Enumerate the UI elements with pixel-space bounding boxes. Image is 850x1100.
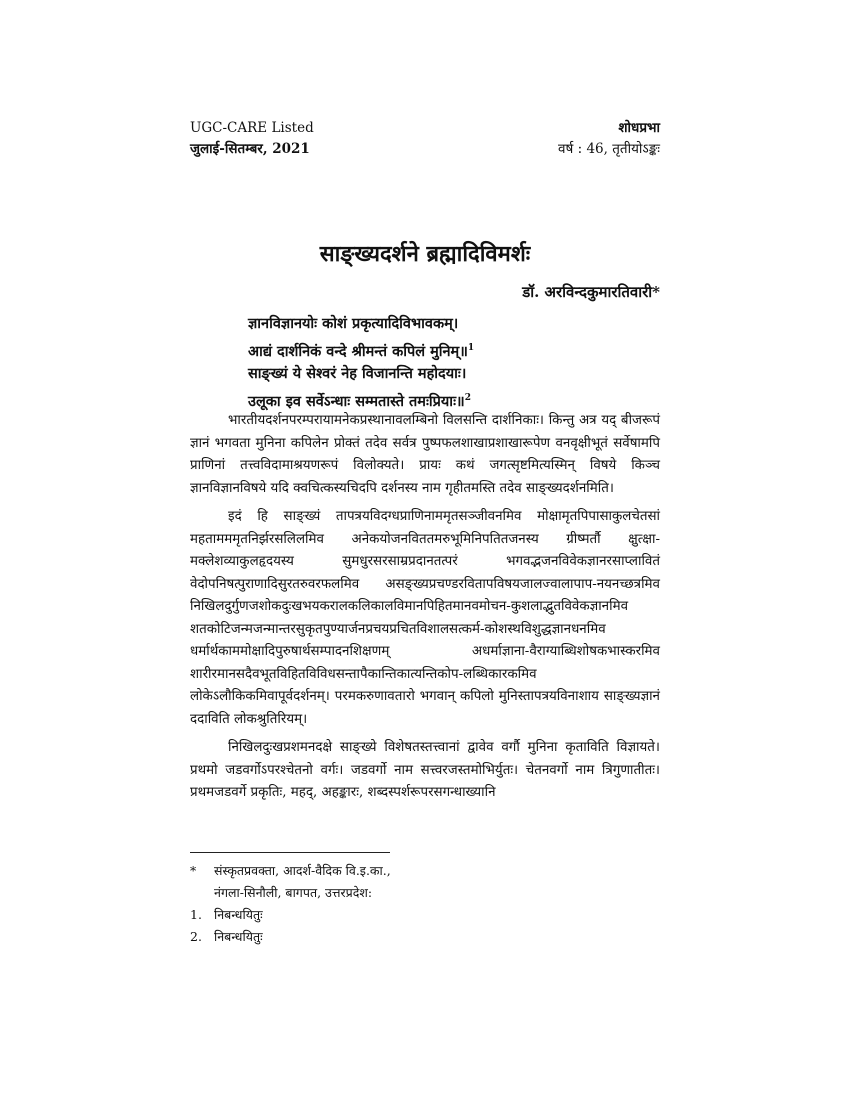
- journal-listing-header: [190, 118, 314, 160]
- footnote-divider: [190, 852, 390, 853]
- ugc-listing-label: UGC-CARE Listed: [190, 120, 314, 136]
- footnote-ref: 2: [464, 393, 471, 403]
- footnote-text: निबन्धयितुः: [214, 907, 263, 922]
- footnote-mark: 1.: [190, 907, 202, 922]
- footnote-item: [190, 926, 660, 948]
- verse-line: साङ्ख्यं ये सेश्वरं नेह विजानन्ति महोदयाः।: [248, 365, 467, 382]
- footnote-item: [190, 882, 660, 904]
- verse-line: ज्ञानविज्ञानयोः कोशं प्रकृत्यादिविभावकम्।: [248, 315, 459, 332]
- body-paragraph: इदं हि साङ्ख्यं तापत्रयविदग्धप्राणिनाममृतसञ्जीवनमिव मोक्षामृतपिपासाकुलचेतसां महतामममृतनिर्झरसलिलमिव अनेकयोजनविततमरुभूमिनिपतितजनस्य ग्रीष्मर्तौ क्षुत्क्षा-मक्लेशव्याकुलहृदयस्य सुमधुरसरसाम्रप्रदानतत्परं भगवद्भजनविवेकज्ञानरसाप्लावितं वेदोपनिषत्पुराणादिसुरतरुवरफलमिव असङ्ख्यप्रचण्डरवितापविषयजालज्वालापाप-नयनच्छत्रमिव निखिलदुर्गुणजशोकदुःखभयकरालकलिकालविमानपिहितमानवमोचन-कुशलाद्भुतविवेकज्ञानमिव शतकोटिजन्मजन्मान्तरसुकृतपुण्यार्जनप्रचयप्रचितविशालसत्कर्म-कोशस्थविशुद्धज्ञानधनमिव धर्मार्थकाममोक्षादिपुरुषार्थसम्पादनशिक्षणम् अधर्माज्ञाना-वैराग्याब्धिशोषकभास्करमिव शारीरमानसदैवभूतविहितविविधसन्तापैकान्तिकात्यन्तिकोप-लब्धिकारकमिव लोकेऽलौकिकमिवापूर्वदर्शनम्। परमकरुणावतारो भगवान् कपिलो मुनिस्तापत्रयविनाशाय साङ्ख्यज्ञानं ददाविति लोकश्रुतिरियम्।: [190, 509, 660, 727]
- journal-name-header: [558, 118, 660, 160]
- article-title: साङ्ख्यदर्शने ब्रह्मादिविमर्शः: [319, 241, 531, 267]
- author-name: डॉ. अरविन्दकुमारतिवारी*: [522, 283, 660, 301]
- verse-line: उलूका इव सर्वेऽन्धाः सम्मतास्ते तमःप्रियाः॥$^2$: [248, 392, 471, 410]
- body-paragraph: भारतीयदर्शनपरम्परायामनेकप्रस्थानावलम्बिनो विलसन्ति दार्शनिकाः। किन्तु अत्र यद् बीजरूपं ज्ञानं भगवता मुनिना कपिलेन प्रोक्तं तदेव सर्वत्र पुष्पफलशाखाप्रशाखारूपेण वनवृक्षीभूतं सर्वेषामपि प्राणिनां तत्त्वविदामाश्रयणरूपं विलोक्यते। प्रायः कथं जगत्सृष्टमित्यस्मिन् विषये किञ्च ज्ञानविज्ञानविषये यदि क्वचित्कस्यचिदपि दर्शनस्य नाम गृहीतमस्ति तदेव साङ्ख्यदर्शनमिति।: [190, 413, 660, 496]
- footnote-item: [190, 860, 660, 882]
- invocation-verse-1: [248, 312, 628, 364]
- issue-period: जुलाई-सितम्बर, 2021: [190, 141, 310, 157]
- footnote-mark: *: [190, 863, 197, 878]
- footnote-text: नंगला-सिनौली, बागपत, उत्तरप्रदेश:: [214, 885, 373, 900]
- footnotes: [190, 860, 660, 948]
- volume-issue: वर्ष : 46, तृतीयोऽङ्कः: [558, 141, 660, 157]
- footnote-mark: 2.: [190, 929, 202, 944]
- invocation-verse-2: [248, 362, 628, 414]
- footnote-mark: [190, 882, 214, 904]
- footnote-text: संस्कृतप्रवक्ता, आदर्श-वैदिक वि.इ.का.,: [214, 863, 391, 878]
- verse-line: आद्यं दार्शनिकं वन्दे श्रीमन्तं कपिलं मुनिम्॥$^1$: [248, 342, 475, 360]
- footnote-ref: 1: [467, 343, 475, 353]
- footnote-text: निबन्धयितुः: [214, 929, 263, 944]
- journal-name: शोधप्रभा: [618, 120, 660, 136]
- footnote-item: [190, 904, 660, 926]
- body-paragraph: निखिलदुःखप्रशमनदक्षे साङ्ख्ये विशेषतस्तत्त्वानां द्वावेव वर्गौ मुनिना कृताविति विज्ञायते। प्रथमो जडवर्गोऽपरश्चेतनो वर्गः। जडवर्गो नाम सत्त्वरजस्तमोभिर्युतः। चेतनवर्गो नाम त्रिगुणातीतः। प्रथमजडवर्गे प्रकृतिः, महद्, अहङ्कारः, शब्दस्पर्शरूपरसगन्धाख्यानि: [190, 740, 660, 800]
- article-body: [190, 410, 660, 811]
